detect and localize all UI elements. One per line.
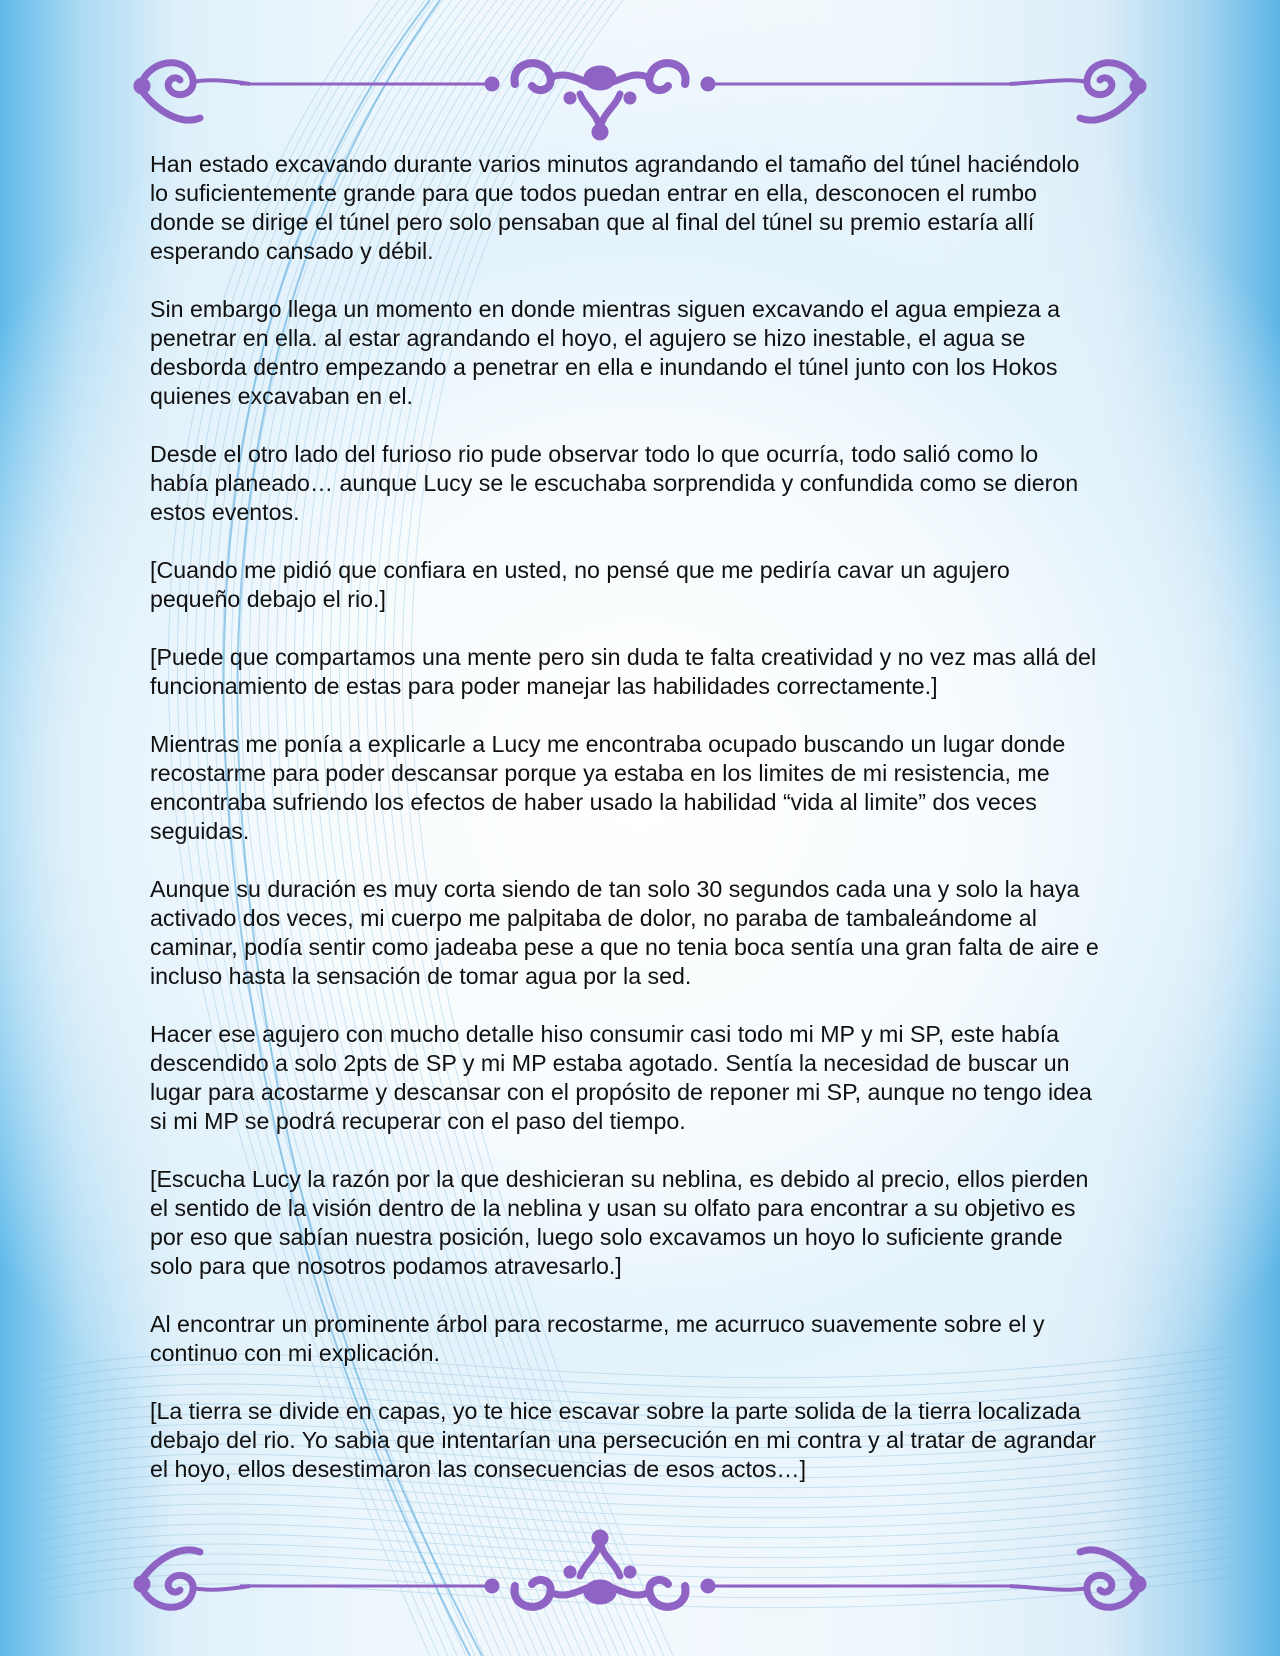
paragraph: [Cuando me pidió que confiara en usted, no pensé que me pediría cavar un agujero pequeño debajo el rio.]: [150, 557, 1010, 612]
paragraph: Desde el otro lado del furioso rio pude observar todo lo que ocurría, todo salió como lo había planeado… aunque Lucy se le escuchaba sorprendida y confundida como se dieron estos eventos.: [150, 441, 1079, 525]
paragraph: Sin embargo llega un momento en donde mientras siguen excavando el agua empieza a penetrar en ella. al estar agrandando el hoyo, el agujero se hizo inestable, el agua se desborda dentro empezando a penetrar en ella e inundando el túnel junto con los Hokos quienes excavaban en el.: [150, 296, 1061, 409]
paragraph: Han estado excavando durante varios minutos agrandando el tamaño del túnel haciéndolo lo suficientemente grande para que todos puedan entrar en ella, desconocen el rumbo donde se dirige el túnel pero solo pensaban que al final del túnel su premio estaría allí esperando cansado y débil.: [150, 151, 1080, 264]
bottom-ornament: [130, 1528, 1150, 1638]
paragraph: Aunque su duración es muy corta siendo de tan solo 30 segundos cada una y solo la haya activado dos veces, mi cuerpo me palpitaba de dolor, no paraba de tambaleándome al caminar, podía sentir como jadeaba pese a que no tenia boca sentía una gran falta de aire e incluso hasta la sensación de tomar agua por la sed.: [150, 876, 1099, 989]
document-body: [150, 150, 1100, 1513]
paragraph: Al encontrar un prominente árbol para recostarme, me acurruco suavemente sobre el y continuo con mi explicación.: [150, 1311, 1045, 1366]
paragraph: [La tierra se divide en capas, yo te hice escavar sobre la parte solida de la tierra localizada debajo del rio. Yo sabia que intentarían una persecución en mi contra y al tratar de agrandar el hoyo, ellos desestimaron las consecuencias de esos actos…]: [150, 1398, 1097, 1482]
paragraph: Mientras me ponía a explicarle a Lucy me encontraba ocupado buscando un lugar donde recostarme para poder descansar porque ya estaba en los limites de mi resistencia, me encontraba sufriendo los efectos de haber usado la habilidad “vida al limite” dos veces seguidas.: [150, 731, 1066, 844]
paragraph: Hacer ese agujero con mucho detalle hiso consumir casi todo mi MP y mi SP, este había descendido a solo 2pts de SP y mi MP estaba agotado. Sentía la necesidad de buscar un lugar para acostarme y descansar con el propósito de reponer mi SP, aunque no tengo idea si mi MP se podrá recuperar con el paso del tiempo.: [150, 1021, 1092, 1134]
paragraph: [Escucha Lucy la razón por la que deshicieran su neblina, es debido al precio, ellos pierden el sentido de la visión dentro de la neblina y usan su olfato para encontrar a su objetivo es por eso que sabían nuestra posición, luego solo excavamos un hoyo lo suficiente grande solo para que nosotros podamos atravesarlo.]: [150, 1166, 1089, 1279]
top-ornament: [130, 38, 1150, 148]
scroll-flourish-icon: [134, 63, 1146, 140]
paragraph: [Puede que compartamos una mente pero sin duda te falta creatividad y no vez mas allá del funcionamiento de estas para poder manejar las habilidades correctamente.]: [150, 644, 1097, 699]
scroll-flourish-icon: [134, 1530, 1146, 1607]
